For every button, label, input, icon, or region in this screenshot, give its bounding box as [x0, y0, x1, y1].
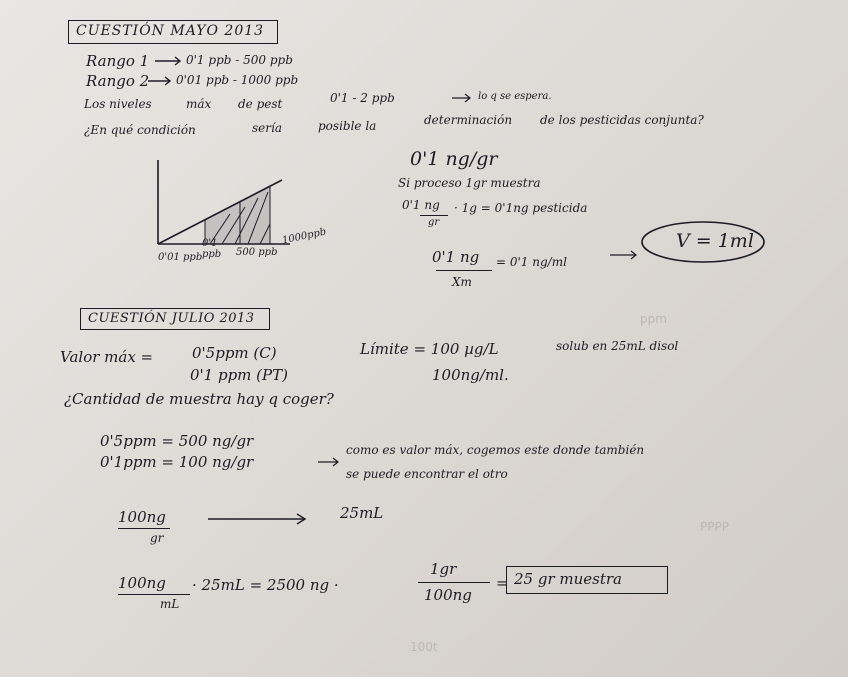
final-expression: · 25mL = 2500 ng · — [192, 576, 339, 594]
question-text: ¿Cantidad de muestra hay q coger? — [64, 390, 334, 408]
graph-tick-label: 500 ppb — [236, 247, 278, 258]
solubility-text: solub en 25mL disol — [556, 339, 679, 353]
question-text: de los pesticidas conjunta? — [540, 113, 704, 127]
equals-sign: = — [496, 574, 509, 592]
text: 0'1 - 2 ppb — [330, 91, 395, 105]
bleed-through-text: PPPP — [700, 520, 729, 534]
bleed-through-text: ppm — [640, 312, 667, 326]
calc-line: Si proceso 1gr muestra — [398, 176, 541, 190]
fraction-denominator: gr — [428, 217, 440, 228]
fraction-numerator: 0'1 ng — [432, 248, 480, 266]
rango-2-label: Rango 2 — [86, 72, 150, 90]
equation: 0'1ppm = 100 ng/gr — [100, 453, 254, 471]
question-text: sería — [252, 121, 282, 135]
fraction-numerator: 100ng — [118, 508, 166, 526]
fraction-bar — [418, 582, 490, 583]
text: lo q se espera. — [478, 91, 552, 102]
fraction-bar — [436, 270, 492, 271]
fraction-bar — [118, 528, 170, 529]
rango-2-value: 0'01 ppb - 1000 ppb — [176, 73, 299, 87]
fraction-bar — [420, 215, 448, 216]
fraction-numerator: 1gr — [430, 560, 457, 578]
question-text: determinación — [424, 113, 513, 127]
fraction-numerator: 0'1 ng — [402, 198, 440, 212]
graph-tick-label: 1000ppb — [281, 226, 328, 247]
text: Los niveles — [84, 97, 152, 111]
fraction-bar — [118, 594, 190, 595]
rango-1-value: 0'1 ppb - 500 ppb — [186, 53, 293, 67]
section-header: CUESTIÓN JULIO 2013 — [88, 311, 255, 326]
limite-text: Límite = 100 µg/L — [360, 340, 499, 358]
valor-value: 0'1 ppm (PT) — [190, 366, 288, 384]
question-text: posible la — [318, 119, 377, 133]
result-circled: V = 1ml — [676, 230, 754, 252]
text: máx — [186, 97, 212, 111]
question-text: ¿En qué condición — [84, 123, 196, 137]
fraction-numerator: 100ng — [118, 574, 166, 592]
text: de pest — [238, 97, 283, 111]
section-header: CUESTIÓN MAYO 2013 — [76, 23, 265, 39]
fraction-denominator: gr — [150, 531, 164, 545]
calc-line: = 0'1 ng/ml — [496, 255, 567, 269]
final-answer: 25 gr muestra — [514, 570, 622, 588]
limite-text: 100ng/ml. — [432, 366, 509, 384]
calc-line: 0'1 ng/gr — [410, 148, 498, 170]
valor-value: 0'5ppm (C) — [192, 344, 277, 362]
calc-line: · 1g = 0'1ng pesticida — [454, 201, 588, 215]
graph-tick-label: 0'1 ppb — [202, 238, 222, 260]
fraction-denominator: Xm — [452, 275, 472, 289]
arrow-target: 25mL — [340, 504, 384, 522]
note-text: como es valor máx, cogemos este donde también — [346, 443, 645, 457]
rango-1-label: Rango 1 — [86, 52, 150, 70]
graph-tick-label: 0'01 ppb — [158, 252, 203, 263]
note-text: se puede encontrar el otro — [346, 467, 508, 481]
fraction-denominator: mL — [160, 597, 180, 611]
valor-label: Valor máx = — [60, 348, 154, 366]
equation: 0'5ppm = 500 ng/gr — [100, 432, 254, 450]
bleed-through-text: 100t — [410, 640, 438, 654]
fraction-denominator: 100ng — [424, 586, 472, 604]
